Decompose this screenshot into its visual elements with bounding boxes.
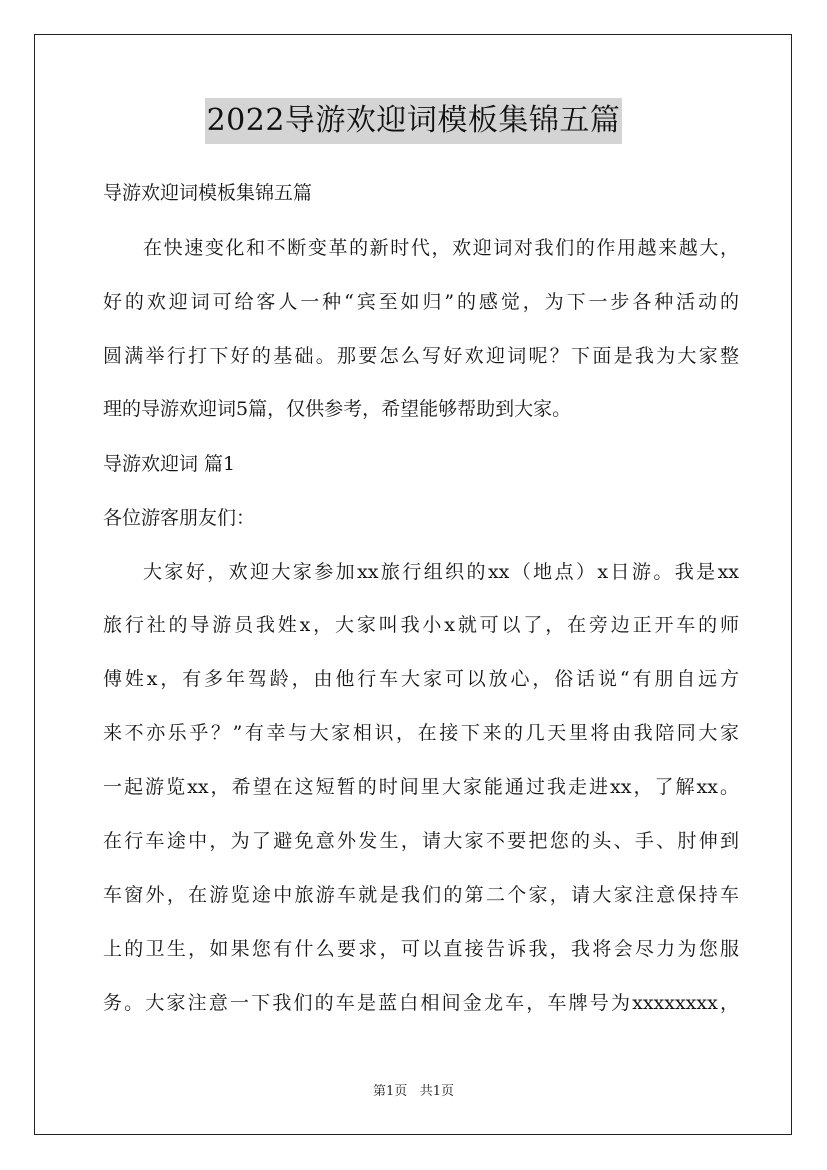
document-title: 2022导游欢迎词模板集锦五篇 xyxy=(205,98,623,144)
paragraph-line: 傅姓x，有多年驾龄，由他行车大家可以放心，俗话说“有朋自远方 xyxy=(103,668,739,690)
paragraph-line: 圆满举行打下好的基础。那要怎么写好欢迎词呢？下面是我为大家整 xyxy=(103,345,739,367)
paragraph-line: 好的欢迎词可给客人一种“宾至如归”的感觉，为下一步各种活动的 xyxy=(103,291,739,313)
paragraph-line: 上的卫生，如果您有什么要求，可以直接告诉我，我将会尽力为您服 xyxy=(103,938,739,960)
paragraph-line: 理的导游欢迎词5篇，仅供参考，希望能够帮助到大家。 xyxy=(103,398,572,420)
title-container xyxy=(0,98,827,144)
paragraph-line: 车窗外，在游览途中旅游车就是我们的第二个家，请大家注意保持车 xyxy=(103,884,739,906)
section-heading: 导游欢迎词 篇1 xyxy=(103,453,236,475)
page-footer xyxy=(0,1083,827,1101)
paragraph-line: 一起游览xx，希望在这短暂的时间里大家能通过我走进xx，了解xx。 xyxy=(103,776,739,798)
page-total: 共1页 xyxy=(419,1084,454,1099)
paragraph-line: 在快速变化和不断变革的新时代，欢迎词对我们的作用越来越大， xyxy=(143,237,739,259)
subtitle-line: 导游欢迎词模板集锦五篇 xyxy=(103,182,313,204)
paragraph-line: 在行车途中，为了避免意外发生，请大家不要把您的头、手、肘伸到 xyxy=(103,830,739,852)
page-number: 第1页 xyxy=(373,1084,408,1099)
paragraph-line: 来不亦乐乎？”有幸与大家相识，在接下来的几天里将由我陪同大家 xyxy=(103,722,739,744)
salutation-line: 各位游客朋友们： xyxy=(103,507,256,529)
paragraph-line: 大家好，欢迎大家参加xx旅行组织的xx（地点）x日游。我是xx xyxy=(143,561,739,583)
paragraph-line: 务。大家注意一下我们的车是蓝白相间金龙车，车牌号为xxxxxxxx， xyxy=(103,992,739,1014)
paragraph-line: 旅行社的导游员我姓x，大家叫我小x就可以了，在旁边正开车的师 xyxy=(103,614,739,636)
